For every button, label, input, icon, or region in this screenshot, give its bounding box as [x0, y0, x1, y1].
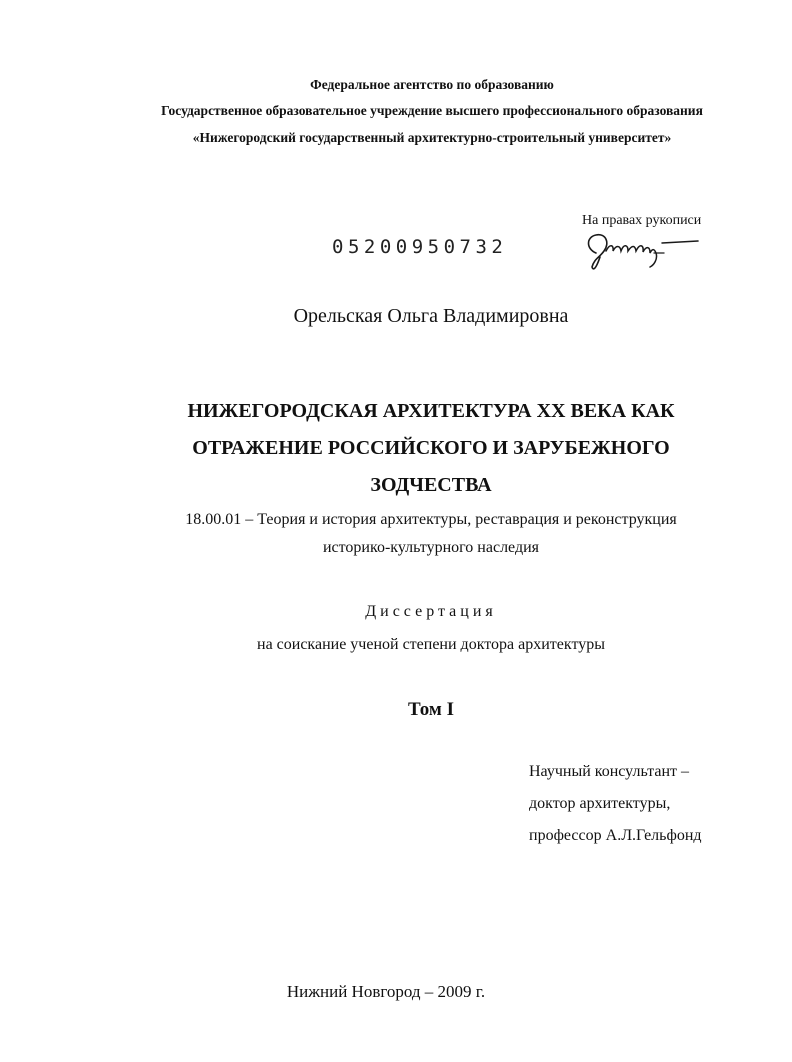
advisor-degree: доктор архитектуры, — [529, 795, 671, 812]
degree-line: на соискание ученой степени доктора архитектуры — [257, 636, 605, 653]
rights-note: На правах рукописи — [582, 213, 702, 228]
agency-name: Федеральное агентство по образованию — [310, 77, 554, 92]
institution-name: Государственное образовательное учреждение высшего профессионального образования — [161, 103, 703, 118]
advisor-role: Научный консультант – — [529, 763, 689, 780]
author-signature — [580, 223, 710, 275]
archive-code: 05200950732 — [332, 236, 508, 258]
advisor-name: профессор А.Л.Гельфонд — [529, 827, 702, 844]
title-line-2: ОТРАЖЕНИЕ РОССИЙСКОГО И ЗАРУБЕЖНОГО — [192, 437, 670, 459]
volume-label: Том I — [407, 699, 455, 720]
document-type: Диссертация — [365, 603, 497, 620]
specialty-line-1: 18.00.01 – Теория и история архитектуры, реставрация и реконструкция — [185, 511, 677, 528]
city-year: Нижний Новгород – 2009 г. — [286, 982, 486, 1001]
university-name: «Нижегородский государственный архитектурно-строительный университет» — [192, 130, 672, 145]
title-line-1: НИЖЕГОРОДСКАЯ АРХИТЕКТУРА XX ВЕКА КАК — [187, 400, 675, 422]
author-name: Орельская Ольга Владимировна — [293, 305, 569, 327]
title-line-3: ЗОДЧЕСТВА — [370, 474, 492, 496]
specialty-line-2: историко-культурного наследия — [322, 539, 540, 556]
